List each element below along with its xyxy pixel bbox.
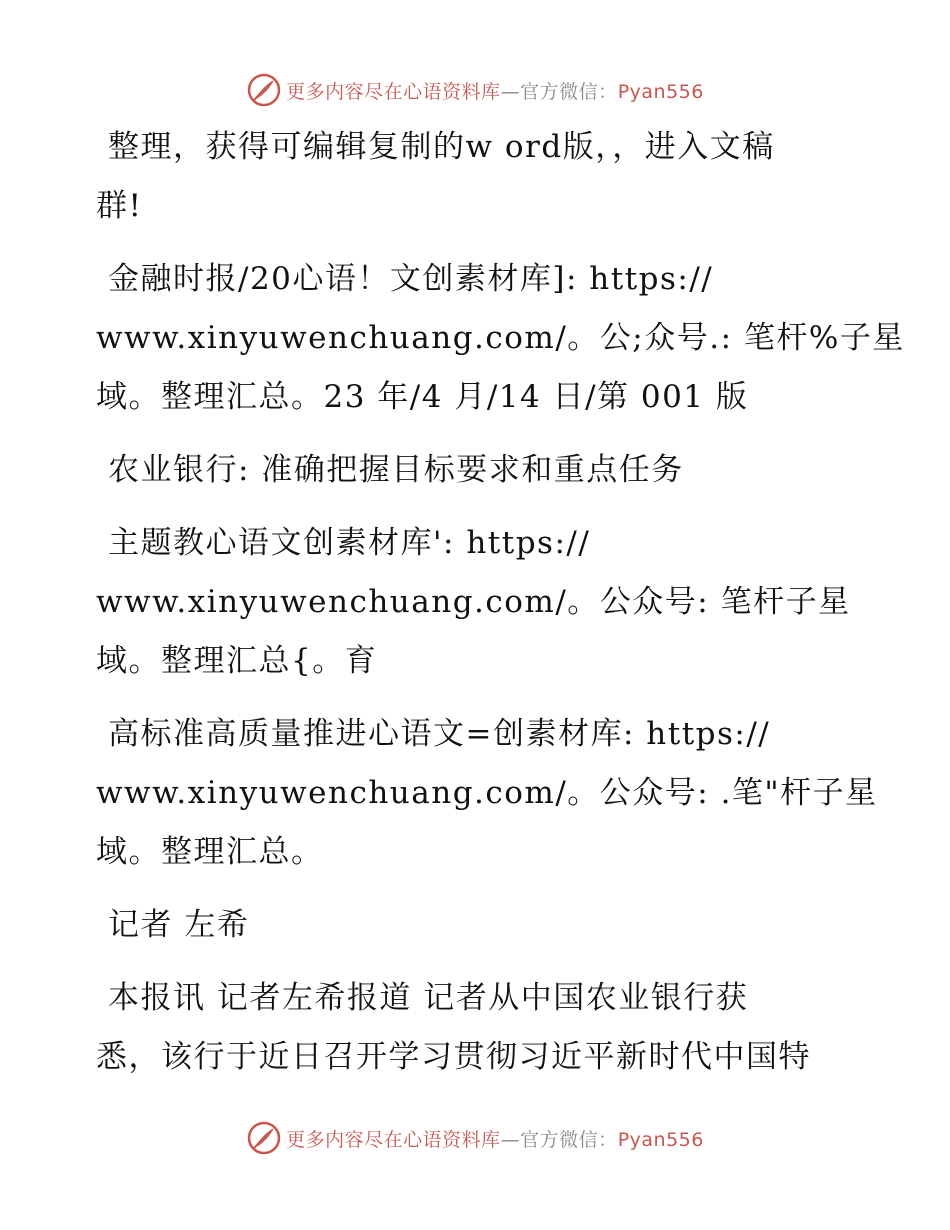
paragraph-3 — [96, 441, 866, 500]
footer-slogan: 更多内容尽在心语资料库 — [286, 1128, 501, 1151]
paragraph-4 — [96, 514, 866, 691]
paragraph-line: www.xinyuwenchuang.com/。公众号: .笔"杆子星 — [96, 775, 878, 811]
paragraph-6 — [96, 896, 866, 955]
paragraph-line: 悉，该行于近日召开学习贯彻习近平新时代中国特 — [96, 1039, 811, 1075]
paragraph-line: 本报讯 记者左希报道 记者从中国农业银行获 — [108, 980, 749, 1016]
paragraph-line: 域。整理汇总。23 年/4 月/14 日/第 001 版 — [96, 379, 749, 415]
paragraph-line: 主题教心语文创素材库': https:// — [108, 525, 591, 561]
paragraph-line: 金融时报/20心语！文创素材库]: https:// — [108, 261, 714, 297]
footer-wechat-label: 官方微信： — [520, 1128, 618, 1151]
paragraph-2 — [96, 250, 905, 427]
header-banner-text — [286, 77, 704, 104]
paragraph-line: 整理，获得可编辑复制的w ord版，，进入文稿 — [108, 129, 775, 165]
paragraph-line: 群! — [96, 188, 143, 224]
paragraph-line: www.xinyuwenchuang.com/。公;众号.: 笔杆%子星 — [96, 320, 905, 356]
header-dash: — — [500, 80, 521, 103]
paragraph-line: 农业银行: 准确把握目标要求和重点任务 — [108, 452, 684, 488]
paragraph-line: 域。整理汇总{。育 — [96, 643, 378, 679]
header-banner — [0, 70, 950, 110]
paragraph-line: 高标准高质量推进心语文=创素材库: https:// — [108, 716, 771, 752]
footer-banner-text — [286, 1125, 704, 1152]
quill-logo-icon — [246, 72, 282, 108]
paragraph-5 — [96, 705, 878, 882]
paragraph-line: 记者 左希 — [108, 907, 250, 943]
header-wechat-label: 官方微信： — [520, 80, 618, 103]
footer-dash: — — [500, 1128, 521, 1151]
header-wechat-handle: Pyan556 — [617, 80, 704, 103]
quill-logo-icon — [246, 1120, 282, 1156]
header-slogan: 更多内容尽在心语资料库 — [286, 80, 501, 103]
footer-banner — [0, 1118, 950, 1158]
paragraph-line: 域。整理汇总。 — [96, 834, 324, 870]
document-body — [96, 118, 905, 1101]
paragraph-7 — [96, 969, 866, 1087]
paragraph-line: www.xinyuwenchuang.com/。公众号: 笔杆子星 — [96, 584, 851, 620]
footer-wechat-handle: Pyan556 — [617, 1128, 704, 1151]
paragraph-1 — [96, 118, 866, 236]
